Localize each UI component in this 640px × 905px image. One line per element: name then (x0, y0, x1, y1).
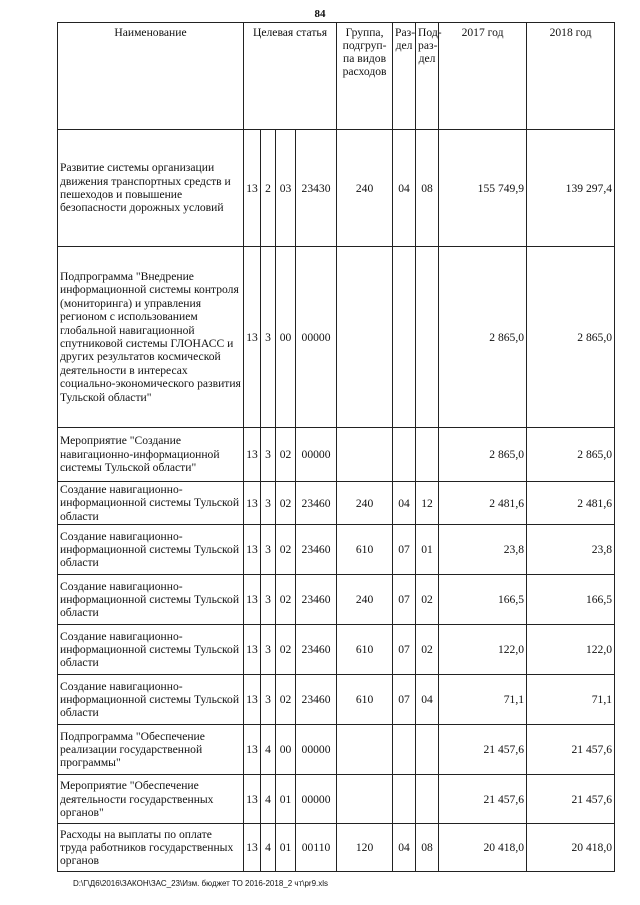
header-section: Раз-дел (393, 23, 416, 130)
table-row (58, 725, 615, 775)
row-amount-2017: 2 865,0 (439, 247, 527, 428)
row-name: Расходы на выплаты по оплате труда работников государственных органов (58, 824, 244, 872)
row-amount-2017: 20 418,0 (439, 824, 527, 872)
row-code-program: 13 (244, 625, 261, 675)
row-amount-2018: 21 457,6 (527, 775, 615, 824)
row-amount-2018: 23,8 (527, 525, 615, 575)
row-section (393, 428, 416, 482)
table-row (58, 130, 615, 247)
row-amount-2018: 122,0 (527, 625, 615, 675)
row-code-direction: 23460 (296, 675, 337, 725)
table-row (58, 428, 615, 482)
row-amount-2017: 23,8 (439, 525, 527, 575)
row-code-program: 13 (244, 775, 261, 824)
row-amount-2017: 2 865,0 (439, 428, 527, 482)
row-section (393, 775, 416, 824)
table-body (58, 130, 615, 872)
row-code-subprogram: 4 (261, 824, 276, 872)
row-subsection: 02 (416, 625, 439, 675)
row-name: Подпрограмма "Внедрение информационной системы контроля (мониторинга) и управления регионом с использованием глобальной навигационной спутниковой системы ГЛОНАСС и других результатов космической деятельности в интересах социально-экономического развития Тульской области" (58, 247, 244, 428)
row-subsection: 02 (416, 575, 439, 625)
table-row (58, 575, 615, 625)
header-year-2018: 2018 год (527, 23, 615, 130)
row-code-program: 13 (244, 247, 261, 428)
row-code-program: 13 (244, 725, 261, 775)
row-name: Создание навигационно-информационной системы Тульской области (58, 575, 244, 625)
page-number: 84 (314, 8, 326, 20)
row-name: Создание навигационно-информационной системы Тульской области (58, 675, 244, 725)
row-code-measure: 00 (276, 725, 296, 775)
row-code-direction: 23460 (296, 482, 337, 525)
row-expense-group: 610 (337, 625, 393, 675)
row-amount-2018: 166,5 (527, 575, 615, 625)
row-code-measure: 02 (276, 525, 296, 575)
row-code-subprogram: 4 (261, 725, 276, 775)
row-section: 07 (393, 575, 416, 625)
row-code-program: 13 (244, 130, 261, 247)
row-code-direction: 00000 (296, 775, 337, 824)
row-subsection (416, 247, 439, 428)
row-name: Создание навигационно-информационной системы Тульской области (58, 625, 244, 675)
row-section: 07 (393, 625, 416, 675)
row-name: Развитие системы организации движения транспортных средств и пешеходов и повышение безопасности дорожных условий (58, 130, 244, 247)
header-year-2017: 2017 год (439, 23, 527, 130)
row-code-measure: 02 (276, 575, 296, 625)
row-amount-2018: 2 865,0 (527, 428, 615, 482)
table-row (58, 824, 615, 872)
row-code-measure: 03 (276, 130, 296, 247)
table-row (58, 525, 615, 575)
row-code-subprogram: 3 (261, 525, 276, 575)
row-code-direction: 00000 (296, 247, 337, 428)
row-name: Создание навигационно-информационной системы Тульской области (58, 525, 244, 575)
row-section (393, 247, 416, 428)
row-section: 04 (393, 482, 416, 525)
row-code-program: 13 (244, 824, 261, 872)
row-amount-2017: 155 749,9 (439, 130, 527, 247)
row-code-measure: 02 (276, 675, 296, 725)
row-name: Мероприятие "Создание навигационно-информационной системы Тульской области" (58, 428, 244, 482)
row-subsection (416, 775, 439, 824)
row-amount-2018: 139 297,4 (527, 130, 615, 247)
table-row (58, 675, 615, 725)
row-amount-2017: 21 457,6 (439, 725, 527, 775)
row-code-subprogram: 3 (261, 247, 276, 428)
row-code-direction: 23460 (296, 625, 337, 675)
row-code-subprogram: 3 (261, 625, 276, 675)
file-path: D:\Г\Д6\2016\ЗАКОН\ЗАС_23\Изм. бюджет ТО 2016-2018_2 чт\pr9.xls (73, 879, 329, 888)
row-code-program: 13 (244, 482, 261, 525)
row-code-subprogram: 3 (261, 482, 276, 525)
row-name: Мероприятие "Обеспечение деятельности государственных органов" (58, 775, 244, 824)
row-code-subprogram: 3 (261, 675, 276, 725)
row-amount-2018: 2 481,6 (527, 482, 615, 525)
row-section: 04 (393, 130, 416, 247)
row-name: Создание навигационно-информационной системы Тульской области (58, 482, 244, 525)
header-target-article: Целевая статья (244, 23, 337, 130)
table-header-row (58, 23, 615, 130)
row-section: 07 (393, 525, 416, 575)
header-name: Наименование (58, 23, 244, 130)
row-subsection: 01 (416, 525, 439, 575)
row-amount-2017: 2 481,6 (439, 482, 527, 525)
row-code-program: 13 (244, 525, 261, 575)
row-code-measure: 02 (276, 428, 296, 482)
row-code-measure: 00 (276, 247, 296, 428)
row-code-direction: 00110 (296, 824, 337, 872)
row-amount-2017: 71,1 (439, 675, 527, 725)
row-expense-group (337, 725, 393, 775)
row-expense-group: 120 (337, 824, 393, 872)
row-amount-2018: 21 457,6 (527, 725, 615, 775)
row-code-direction: 00000 (296, 428, 337, 482)
row-code-direction: 23460 (296, 525, 337, 575)
row-code-direction: 23430 (296, 130, 337, 247)
row-subsection (416, 428, 439, 482)
row-code-program: 13 (244, 575, 261, 625)
row-name: Подпрограмма "Обеспечение реализации государственной программы" (58, 725, 244, 775)
row-code-measure: 01 (276, 775, 296, 824)
row-subsection (416, 725, 439, 775)
row-expense-group (337, 247, 393, 428)
row-amount-2018: 71,1 (527, 675, 615, 725)
table-row (58, 247, 615, 428)
row-code-subprogram: 4 (261, 775, 276, 824)
row-code-measure: 01 (276, 824, 296, 872)
row-section: 04 (393, 824, 416, 872)
header-expense-group: Группа, подгруп-па видов расходов (337, 23, 393, 130)
table-row (58, 775, 615, 824)
row-section (393, 725, 416, 775)
row-subsection: 04 (416, 675, 439, 725)
row-code-program: 13 (244, 428, 261, 482)
row-expense-group: 240 (337, 575, 393, 625)
row-expense-group: 240 (337, 482, 393, 525)
row-expense-group: 610 (337, 675, 393, 725)
row-code-direction: 00000 (296, 725, 337, 775)
row-amount-2017: 21 457,6 (439, 775, 527, 824)
row-amount-2018: 20 418,0 (527, 824, 615, 872)
row-expense-group: 610 (337, 525, 393, 575)
table-row (58, 482, 615, 525)
row-code-subprogram: 3 (261, 575, 276, 625)
budget-table (57, 22, 615, 872)
table-row (58, 625, 615, 675)
row-subsection: 08 (416, 130, 439, 247)
row-expense-group: 240 (337, 130, 393, 247)
row-amount-2017: 122,0 (439, 625, 527, 675)
row-code-subprogram: 2 (261, 130, 276, 247)
row-code-subprogram: 3 (261, 428, 276, 482)
row-code-measure: 02 (276, 482, 296, 525)
row-section: 07 (393, 675, 416, 725)
row-subsection: 08 (416, 824, 439, 872)
row-expense-group (337, 428, 393, 482)
row-subsection: 12 (416, 482, 439, 525)
row-amount-2017: 166,5 (439, 575, 527, 625)
row-amount-2018: 2 865,0 (527, 247, 615, 428)
row-code-measure: 02 (276, 625, 296, 675)
row-code-direction: 23460 (296, 575, 337, 625)
row-expense-group (337, 775, 393, 824)
header-subsection: Под-раз-дел (416, 23, 439, 130)
row-code-program: 13 (244, 675, 261, 725)
